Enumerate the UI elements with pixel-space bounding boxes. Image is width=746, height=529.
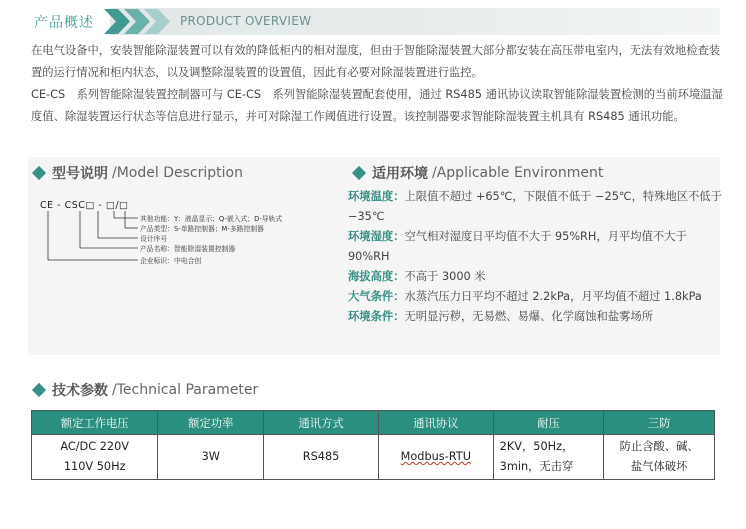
diamond-icon [32,166,46,180]
env-altitude-value: 不高于 3000 米 [404,270,486,283]
env-altitude-key: 海拔高度： [348,270,405,283]
env-pressure [348,287,724,307]
tech-heading [34,380,258,400]
env-temperature [348,187,724,227]
intro-paragraph-1: 在电气设备中，安装智能除湿装置可以有效的降低柜内的相对湿度，但由于智能除湿装置大部分都安装在高压带电室内，无法有效地检查装置的运行情况和柜内状态，以及调整除湿装置的设置值，因此有必要对除湿装置进行监控。 [31,44,721,79]
voltage-line-1: AC/DC 220V [60,440,130,453]
intro-paragraph-2: CE-CS 系列智能除湿装置控制器可与 CE-CS 系列智能除湿装置配套使用，通过 RS485 通讯协议读取智能除湿装置检测的当前环境温湿度值、除湿装置运行状态等信息进行显示，并可对除湿工作阈值进行设置。该控制器要求智能除湿装置主机具有 RS485 通讯功能。 [31,88,723,123]
banner-title: 产品概述 [34,15,94,31]
model-label-3: 设计序号 [140,235,168,243]
intro-text [31,40,725,128]
table-header-cell: 三防 [604,411,715,435]
model-diagram [40,196,340,286]
model-label-5: 企业标识：中电合创 [140,257,202,265]
env-humidity-value: 空气相对湿度日平均值不大于 95%RH，月平均值不大于 90%RH [348,230,687,263]
voltage-line-2: 110V 50Hz [63,460,126,473]
withstand-line-2: 3min，无击穿 [499,460,574,473]
env-temperature-value: 上限值不超过 +65℃，下限值不低于 −25℃，特殊地区不低于 −35℃ [348,190,722,223]
protection-line-2: 盐气体破坏 [630,460,688,473]
table-header-cell: 通讯协议 [378,411,493,435]
model-heading-cn: 型号说明 [52,166,108,182]
model-label-4: 产品名称：智能除湿装置控制器 [140,245,236,253]
env-humidity-key: 环境湿度： [348,230,405,243]
table-header-cell: 额定工作电压 [32,411,158,435]
env-conditions-key: 环境条件： [348,310,405,323]
table-header-row [32,411,715,435]
table-cell-protocol [378,435,493,480]
env-heading-cn: 适用环境 [372,166,428,182]
withstand-line-1: 2KV，50Hz， [499,440,574,453]
table-row [32,435,715,480]
env-pressure-key: 大气条件： [348,290,405,303]
table-cell-power: 3W [158,435,264,480]
model-heading-en: /Model Description [112,165,243,181]
tech-table [31,410,715,480]
env-pressure-value: 水蒸汽压力日平均不超过 2.2kPa，月平均值不超过 1.8kPa [404,290,702,303]
table-cell-voltage [32,435,158,480]
banner-subtitle: PRODUCT OVERVIEW [180,14,312,28]
env-altitude [348,267,724,287]
table-header-cell: 通讯方式 [264,411,379,435]
table-header-cell: 额定功率 [158,411,264,435]
tech-heading-cn: 技术参数 [52,383,108,399]
protocol-value: Modbus-RTU [400,450,471,463]
env-heading [354,163,603,183]
env-list [348,187,724,327]
tech-heading-en: /Technical Parameter [112,382,259,398]
model-code: CE - CSC□ - □/□ [40,200,129,211]
env-temperature-key: 环境温度： [348,190,405,203]
diamond-icon [32,383,46,397]
table-cell-comm: RS485 [264,435,379,480]
protection-line-1: 防止含酸、碱、 [619,440,699,453]
env-humidity [348,227,724,267]
model-label-1: 其他功能：Y：液晶显示；Q-嵌入式；D-导轨式 [140,215,283,223]
table-cell-protection [604,435,715,480]
diamond-icon [352,166,366,180]
model-label-2: 产品类型：S-单路控制器；M-多路控制器 [140,225,264,233]
model-heading [34,163,243,183]
env-conditions-value: 无明显污秽，无易燃、易爆、化学腐蚀和盐雾场所 [404,310,654,323]
env-conditions [348,307,724,327]
table-header-cell: 耐压 [493,411,604,435]
section-banner [28,8,720,35]
env-heading-en: /Applicable Environment [432,165,604,181]
table-cell-withstand [493,435,604,480]
